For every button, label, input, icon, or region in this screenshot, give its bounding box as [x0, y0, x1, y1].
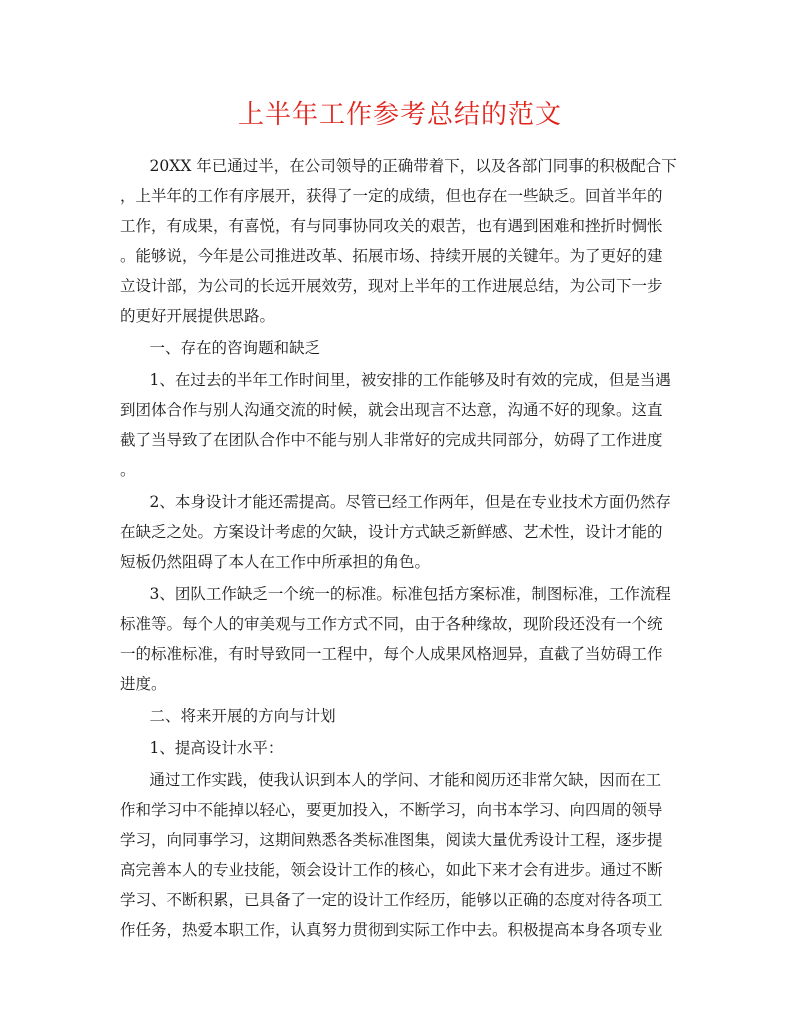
text-line: 的更好开展提供思路。: [120, 307, 276, 325]
text-line: 短板仍然阻碍了本人在工作中所承担的角色。: [120, 553, 431, 571]
text-line: 学习，向同事学习，这期间熟悉各类标准图集，阅读大量优秀设计工程，逐步提: [120, 831, 663, 849]
paragraph: [120, 333, 680, 363]
text-line: 作和学习中不能掉以轻心，要更加投入，不断学习，向书本学习、向四周的领导: [120, 801, 663, 819]
text-line: 立设计部，为公司的长远开展效劳，现对上半年的工作进展总结，为公司下一步: [120, 277, 663, 295]
text-line: 高完善本人的专业技能，领会设计工作的核心，如此下来才会有进步。通过不断: [120, 861, 663, 879]
text-line: 1、提高设计水平：: [120, 739, 284, 757]
text-line: 作任务，热爱本职工作，认真努力贯彻到实际工作中去。积极提高本身各项专业: [120, 921, 663, 939]
paragraph: [120, 579, 680, 699]
text-line: 通过工作实践，使我认识到本人的学问、才能和阅历还非常欠缺，因而在工: [120, 771, 662, 789]
text-line: 20XX 年已通过半，在公司领导的正确带着下，以及各部门同事的积极配合下: [120, 157, 677, 175]
text-line: 二、将来开展的方向与计划: [120, 707, 336, 725]
paragraph: [120, 365, 680, 485]
document-page: [120, 95, 680, 947]
text-line: 一、存在的咨询题和缺乏: [120, 339, 321, 357]
text-line: 2、本身设计才能还需提高。尽管已经工作两年，但是在专业技术方面仍然存: [120, 493, 671, 511]
text-line: ，上半年的工作有序展开，获得了一定的成绩，但也存在一些缺乏。回首半年的: [120, 187, 663, 205]
text-line: 一的标准标准，有时导致同一工程中，每个人成果风格迥异，直截了当妨碍工作: [120, 645, 663, 663]
text-line: 1、在过去的半年工作时间里，被安排的工作能够及时有效的完成，但是当遇: [120, 371, 671, 389]
text-line: 学习、不断积累，已具备了一定的设计工作经历，能够以正确的态度对待各项工: [120, 891, 663, 909]
text-line: 在缺乏之处。方案设计考虑的欠缺，设计方式缺乏新鲜感、艺术性，设计才能的: [120, 523, 663, 541]
text-line: 截了当导致了在团队合作中不能与别人非常好的完成共同部分，妨碍了工作进度: [120, 431, 663, 449]
paragraph: [120, 765, 680, 945]
paragraph: [120, 733, 680, 763]
text-line: 进度。: [120, 675, 167, 693]
text-line: 到团体合作与别人沟通交流的时候，就会出现言不达意，沟通不好的现象。这直: [120, 401, 663, 419]
text-line: 3、团队工作缺乏一个统一的标准。标准包括方案标准，制图标准，工作流程: [120, 585, 671, 603]
paragraph: [120, 151, 680, 331]
paragraph: [120, 701, 680, 731]
text-line: 。: [120, 461, 136, 479]
text-line: 。能够说，今年是公司推进改革、拓展市场、持续开展的关键年。为了更好的建: [120, 247, 663, 265]
document-body: [120, 151, 680, 945]
document-title: 上半年工作参考总结的范文: [237, 100, 562, 130]
paragraph: [120, 487, 680, 577]
text-line: 工作，有成果，有喜悦，有与同事协同攻关的艰苦，也有遇到困难和挫折时惆怅: [120, 217, 663, 235]
text-line: 标准等。每个人的审美观与工作方式不同，由于各种缘故，现阶段还没有一个统: [120, 615, 663, 633]
